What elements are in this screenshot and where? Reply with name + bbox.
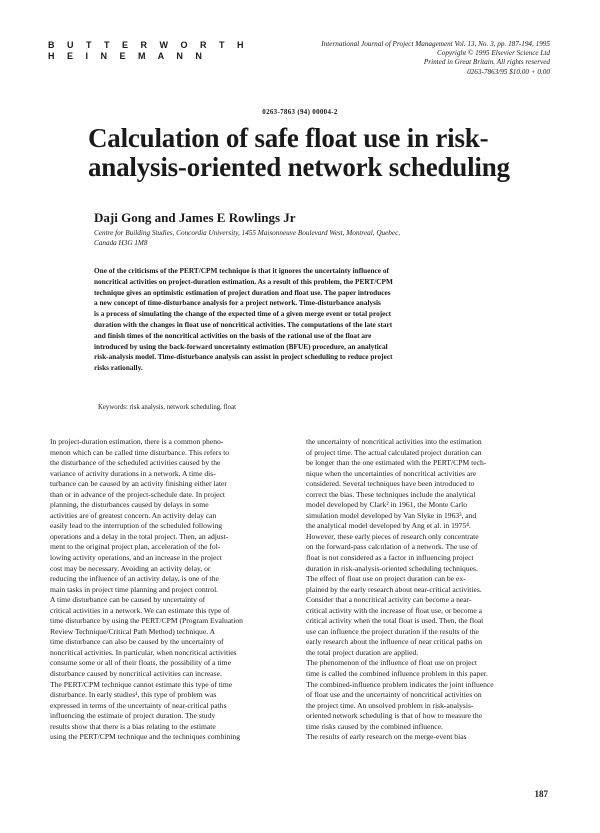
body-line: noncritical activities. In particular, when noncritical activities: [50, 647, 237, 657]
body-line: the disturbance of the scheduled activities caused by the: [50, 458, 221, 468]
body-line: influencing the estimate of project duration. The study: [50, 711, 216, 721]
affiliation: [94, 229, 504, 249]
body-line: In project-duration estimation, there is a common pheno-: [50, 437, 224, 446]
printed-line: Printed in Great Britain. All rights reserved: [423, 58, 550, 67]
article-code: 0263-7863 (94) 00004-2: [262, 108, 338, 116]
body-line: A time disturbance can be caused by uncertainty of: [50, 595, 206, 605]
body-column-left: [50, 437, 298, 743]
body-line: of project time. The actual calculated project duration can: [306, 447, 482, 457]
issn-line: 0263-7863/95 $10.00 + 0.00: [467, 67, 550, 76]
abstract-line: technique gives an optimistic estimation of project duration and float use. The paper introduces: [94, 287, 391, 297]
keywords: Keywords: risk analysis, network scheduling, float: [98, 404, 236, 411]
abstract-line: duration with the changes in float use of noncritical activities. The computations of the late start: [94, 319, 393, 329]
body-line: considered. Several techniques have been introduced to: [306, 479, 475, 489]
abstract: [94, 266, 512, 374]
body-line: turbance can be caused by an activity finishing either later: [50, 479, 227, 489]
body-line: reducing the influence of an activity delay, is one of the: [50, 574, 219, 584]
body-line: the uncertainty of noncritical activities into the estimation: [306, 437, 482, 446]
body-line: than or in advance of the project-schedule date. In project: [50, 489, 226, 499]
body-line: time disturbance by using the PERT/CPM (Program Evaluation: [50, 616, 243, 626]
body-line: model developed by Clark² in 1961, the Monte Carlo: [306, 500, 468, 510]
paper-title: [88, 124, 528, 182]
body-line: critical activity when the total float is used. Then, the float: [306, 616, 484, 626]
page-number: 187: [534, 789, 548, 799]
body-line: easily lead to the interruption of the scheduled following: [50, 521, 223, 531]
body-line: The phenomenon of the influence of float use on project: [306, 658, 478, 668]
title-line: Calculation of safe float use in risk-: [88, 123, 489, 153]
body-line: use can influence the project duration if the results of the: [306, 626, 479, 636]
body-line: variance of activity durations in a network. A time dis-: [50, 468, 216, 478]
body-line: consume some or all of their floats, the possibility of a time: [50, 658, 231, 668]
body-line: planning, the disturbances caused by delays in some: [50, 500, 209, 510]
body-line: expressed in terms of the uncertainty of near-critical paths: [50, 700, 227, 710]
body-line: be longer than the one estimated with the PERT/CPM tech-: [306, 458, 487, 468]
abstract-line: introduced by using the back-forward uncertainty estimation (BFUE) procedure, an analytical: [94, 341, 388, 351]
body-line: plained by the early research about near-critical activities.: [306, 584, 482, 594]
body-line: time disturbance can also be caused by the uncertainty of: [50, 637, 224, 647]
affiliation-line: Centre for Building Studies, Concordia University, 1455 Maisonneuve Boulevard West, Montreal, Quebec,: [94, 229, 401, 237]
body-line: lowing activity operations, and an increase in the project: [50, 553, 222, 563]
authors: Daji Gong and James E Rowlings Jr: [94, 210, 296, 225]
body-line: on the forward-pass calculation of a network. The use of: [306, 542, 478, 552]
copyright-line: Copyright © 1995 Elsevier Science Ltd: [436, 49, 550, 58]
body-line: disturbance. In early studies¹, this type of problem was: [50, 690, 217, 700]
abstract-line: risks rationally.: [94, 363, 143, 373]
body-line: Review Technique/Critical Path Method) technique. A: [50, 626, 216, 636]
publisher-logo-line: B U T T E R W O R T H: [48, 40, 249, 50]
body-line: The results of early research on the merge-event bias: [306, 732, 467, 742]
body-line: correct the bias. These techniques include the analytical: [306, 489, 476, 499]
body-line: the analytical model developed by Ang et al. in 1975⁴.: [306, 521, 471, 531]
title-line: analysis-oriented network scheduling: [88, 152, 510, 182]
body-line: the project time. An unsolved problem in risk-analysis-: [306, 700, 474, 710]
abstract-line: One of the criticisms of the PERT/CPM technique is that it ignores the uncertainty influence of: [94, 266, 389, 275]
body-line: operations and a delay in the total project. Then, an adjust-: [50, 531, 229, 541]
body-line: activities are of greatest concern. An activity delay can: [50, 510, 217, 520]
abstract-line: a new concept of time-disturbance analysis for a project network. Time-disturbance analysis: [94, 298, 381, 308]
body-line: duration in risk-analysis-oriented scheduling techniques.: [306, 563, 478, 573]
body-line: simulation model developed by Van Slyke in 1963³, and: [306, 510, 477, 520]
body-line: critical activity with the increase of float use, or become a: [306, 605, 483, 615]
body-line: time is called the combined influence problem in this paper.: [306, 669, 488, 679]
abstract-line: and finish times of the noncritical activities on the basis of the rational use of the float are: [94, 330, 372, 340]
body-line: early research about the influence of near critical paths on: [306, 637, 483, 647]
journal-info: [321, 40, 550, 77]
body-line: The effect of float use on project duration can be ex-: [306, 574, 466, 584]
abstract-line: is a process of simulating the change of the expected time of a given merge event or total project: [94, 309, 392, 319]
body-line: cost may be necessary. Avoiding an activity delay, or: [50, 563, 211, 573]
body-line: menon which can be called time disturbance. This refers to: [50, 447, 230, 457]
body-line: main tasks in project time planning and project control.: [50, 584, 219, 594]
journal-citation: International Journal of Project Management Vol. 13, No. 3, pp. 187-194, 1995: [321, 40, 550, 48]
body-line: the total project duration are applied.: [306, 647, 419, 657]
body-line: The combined-influence problem indicates the joint influence: [306, 679, 494, 689]
publisher-logo-line: H E I N E M A N N: [48, 51, 207, 61]
body-line: ment to the original project plan, acceleration of the fol-: [50, 542, 221, 552]
body-line: time risks caused by the combined influence.: [306, 721, 443, 731]
body-line: of float use and the uncertainty of noncritical activities on: [306, 690, 482, 700]
body-line: oriented network scheduling is that of how to measure the: [306, 711, 483, 721]
affiliation-line: Canada H3G 1M8: [94, 238, 148, 247]
body-line: However, these early pieces of research only concentrate: [306, 531, 479, 541]
body-line: float is not considered as a factor in influencing project: [306, 553, 474, 563]
body-column-right: [306, 437, 554, 743]
body-line: Consider that a noncritical activity can become a near-: [306, 595, 472, 605]
body-line: results show that there is a bias relating to the estimate: [50, 721, 216, 731]
body-line: critical activities in a network. We can estimate this type of: [50, 605, 230, 615]
body-line: nique when the uncertainties of noncritical activities are: [306, 468, 477, 478]
body-line: The PERT/CPM technique cannot estimate this type of time: [50, 679, 233, 689]
body-line: using the PERT/CPM technique and the techniques combining: [50, 732, 240, 742]
abstract-line: risk-analysis model. Time-disturbance analysis can assist in project scheduling to reduce project: [94, 352, 393, 362]
abstract-line: noncritical activities on project-duration estimation. As a result of this problem, the PERT/CPM: [94, 276, 393, 286]
publisher-logo: [48, 40, 249, 62]
body-line: disturbance caused by noncritical activities can increase.: [50, 669, 222, 679]
